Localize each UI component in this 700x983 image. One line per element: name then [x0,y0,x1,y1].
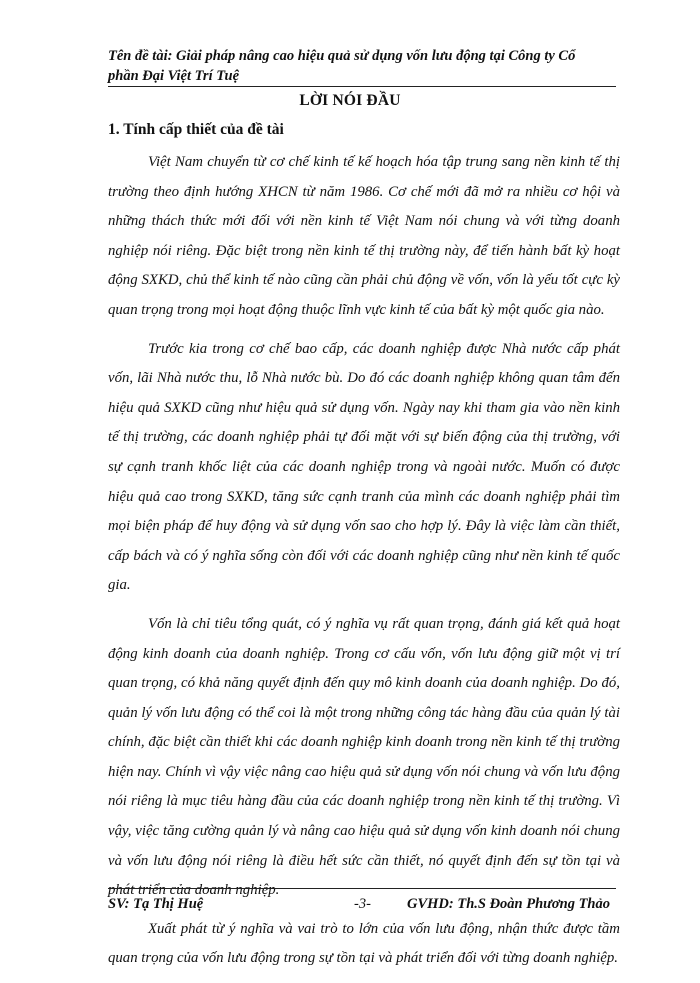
footer-page-number: -3- [354,896,371,912]
document-title: LỜI NÓI ĐẦU [299,92,401,109]
section-heading: 1. Tính cấp thiết của đề tài [108,121,284,138]
section-body [108,148,620,983]
page-header-topic: Tên đề tài: Giải pháp nâng cao hiệu quả sử dụng vốn lưu động tại Công ty Cổ phần Đại Việt Trí Tuệ [108,48,576,84]
footer-advisor: GVHD: Th.S Đoàn Phương Thảo [407,896,610,912]
header-divider [108,86,616,87]
paragraph-3: Vốn là chỉ tiêu tổng quát, có ý nghĩa vụ rất quan trọng, đánh giá kết quả hoạt động kinh doanh của doanh nghiệp. Trong cơ cấu vốn, vốn lưu động giữ một vị trí quan trọng, có khả năng quyết định đến quy mô kinh doanh của doanh nghiệp. Do đó, quản lý vốn lưu động có thể coi là một trong những công tác hàng đầu của quản lý tài chính, đặc biệt cần thiết khi các doanh nghiệp kinh doanh trong nền kinh tế thị trường hiện nay. Chính vì vậy việc nâng cao hiệu quả sử dụng vốn nói chung và vốn lưu động nói riêng là mục tiêu hàng đầu của các doanh nghiệp trong nền kinh tế thị trường. Vì vậy, việc tăng cường quản lý và nâng cao hiệu quả sử dụng vốn kinh doanh nói chung và vốn lưu động nói riêng là điều hết sức cần thiết, nó quyết định đến sự tồn tại và phát triển của doanh nghiệp. [108,615,620,899]
page-footer [108,893,616,915]
footer-divider [108,888,616,889]
paragraph-2: Trước kia trong cơ chế bao cấp, các doanh nghiệp được Nhà nước cấp phát vốn, lãi Nhà nước thu, lỗ Nhà nước bù. Do đó các doanh nghiệp không quan tâm đến hiệu quả SXKD cũng như hiệu quả sử dụng vốn. Ngày nay khi tham gia vào nền kinh tế thị trường, các doanh nghiệp phải tự đối mặt với sự biến động của thị trường, với sự cạnh tranh khốc liệt của các doanh nghiệp trong và ngoài nước. Muốn có được hiệu quả cao trong SXKD, tăng sức cạnh tranh của mình các doanh nghiệp phải tìm mọi biện pháp để huy động và sử dụng vốn sao cho hợp lý. Đây là việc làm cần thiết, cấp bách và có ý nghĩa sống còn đối với các doanh nghiệp cũng như nền kinh tế quốc gia. [108,340,620,594]
paragraph-4: Xuất phát từ ý nghĩa và vai trò to lớn của vốn lưu động, nhận thức được tầm quan trọng của vốn lưu động trong sự tồn tại và phát triển đối với từng doanh nghiệp. [108,920,620,967]
footer-student: SV: Tạ Thị Huệ [108,896,204,912]
paragraph-1: Việt Nam chuyển từ cơ chế kinh tế kế hoạch hóa tập trung sang nền kinh tế thị trường theo định hướng XHCN từ năm 1986. Cơ chế mới đã mở ra nhiều cơ hội và những thách thức mới đối với nền kinh tế Việt Nam nói chung và với từng doanh nghiệp nói riêng. Đặc biệt trong nền kinh tế thị trường này, để tiến hành bất kỳ hoạt động SXKD, chủ thể kinh tế nào cũng cần phải chủ động về vốn, vốn là yếu tốt cực kỳ quan trọng trong mọi hoạt động thuộc lĩnh vực kinh tế của bất kỳ một quốc gia nào. [108,154,620,318]
